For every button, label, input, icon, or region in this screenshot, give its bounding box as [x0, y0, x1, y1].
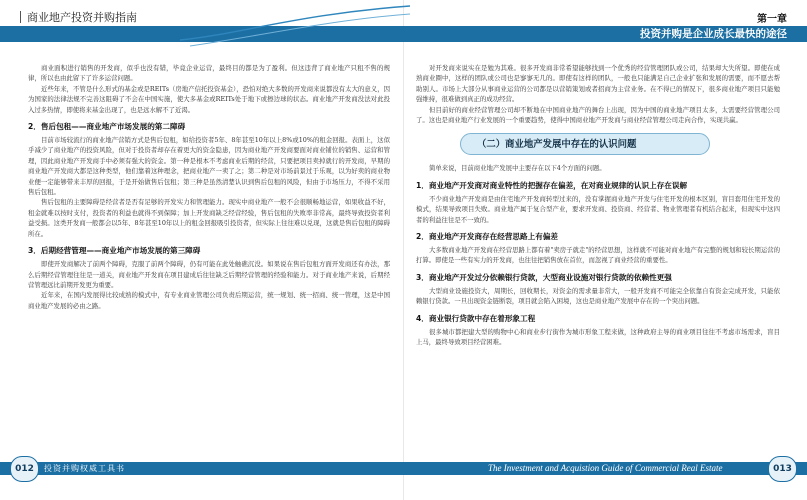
item-heading: 4．商业银行贷款中存在着形象工程 — [416, 313, 536, 323]
item-heading: 1．商业地产开发商对商业特性的把握存在偏差，在对商业规律的认识上存在误解 — [416, 180, 688, 190]
left-column — [28, 63, 390, 311]
paragraph: 简单来说，目前商业地产发展中主要存在以下4个方面的问题。 — [429, 164, 606, 173]
page-number-left: 012 — [10, 456, 39, 482]
english-title: The Investment and Acquistion Guide of Commercial Real Estate — [488, 463, 723, 473]
paragraph: 大型商业设施投资大，周期长，回收期长，对资金的需求量非常大，一般开发商不可能完全依靠自有资金完成开发，只能依赖银行贷款。一旦出现资金链断裂，项目就会陷入困境，这也是商业地产发展中存在的一个突出问题。 — [416, 286, 780, 306]
paragraph: 对开发商来说实在是勉为其难。很多开发商非常希望能够找到一个优秀的经营管理团队或公司，结果却大失所望。即使在成熟商业圈中，这样的团队或公司也是寥寥无几的。即使有这样的团队，一般也只能满足自己企业扩张和发展的需要，而不愿去帮助别人。市场上大部分从事商业运营的公司都是以营销策划或者招商为主营业务。在不得已的情况下，很多商业地产项目只能勉强维持，很难做到真正的成功经营。 — [416, 64, 780, 104]
section-heading: 3．后期经营管理——商业地产市场发展的第三障碍 — [28, 246, 201, 256]
paragraph: 但目前好的商业经营管理公司却不断地在中国商业地产的舞台上出现，因为中国的商业地产项目太多，太需要经营管理公司了。这也是商业地产行业发展的一个重要趋势，使得中国商业地产开发商与商业经营管理公司走向合作，实现共赢。 — [416, 105, 780, 125]
paragraph: 大多数商业地产开发商在经营思路上都有着"卖房子就走"的经营思想，这样就不可能对商业地产有完整的规划和较长期运营的打算。即使是一些有实力的开发商，也往往把销售放在首位，而忽视了商业经营的重要性。 — [416, 246, 780, 265]
header-swoosh-icon — [180, 0, 410, 48]
paragraph: 售后包租的主要障碍是经营者是否有足够的开发实力和管理能力。现实中商业地产一般不会很顺畅地运营，如果收益不好，租金就难以按时支付，投资者的利益也就得不到保障；加上开发商缺乏经营经验，售后包租的失败率非常高，最终导致投资者利益受损。这类开发商一般都会以5年、8年甚至10年以上的租金回报吸引投资者，但实际上往往难以兑现，这就是售后包租的障碍所在。 — [28, 198, 390, 238]
title-divider — [20, 11, 21, 23]
paragraph: 不少商业地产开发商是由住宅地产开发商转型过来的，没有掌握商业地产开发与住宅开发的根本区别，盲目套用住宅开发的模式，结果导致项目失败。商业地产属于复合型产业，要求开发商、投资商、经营者、物业管理者有机结合起来，但现实中这四者的利益往往是不一致的。 — [416, 194, 780, 224]
chapter-number: 第一章 — [757, 14, 787, 25]
paragraph: 目前市场较流行的商业地产营销方式是售后包租，如给投资者5年、8年甚至10年以上8%或10%的租金回报。表面上，这似乎减少了商业地产的投资风险，但对于投资者却存在着更大的资金隐患，因为商业地产开发商要面对商业铺位的销售、运营和管理，因此商业地产开发商手中必须有强大的资金。第一种是根本不考虑商业后期的经营，只要把项目卖掉就行的开发商，早期的商业地产开发商大都是这种类型，他们靠着这种理念，把商业地产一卖了之；第二种是对市场前景过于乐观，以为好卖的商业物业便一定能够带来丰厚的回报，于是开始做售后包租；第三种是虽然清楚认识到售后包租的风险，但由于市场压力，不得不采用售后包租。 — [28, 136, 390, 197]
book-title-text: 商业地产投资并购指南 — [27, 11, 137, 24]
right-column — [416, 63, 780, 348]
paragraph: 近些年来，不管是什么形式的基金或是REITs（房地产信托投资基金），恐怕对绝大多数的开发商来说都没有太大的意义，因为国家的法律法规不完善这阻碍了不会在中国实施，使大多基金或REITs处于地下或擦边球的状态。商业地产开发商没法对此投入过多热情，即使将来基金出现了，也是远水解不了近渴。 — [28, 84, 390, 114]
page-number-right: 013 — [768, 456, 797, 482]
item-heading: 3．商业地产开发过分依赖银行贷款，大型商业设施对银行贷款的依赖性更强 — [416, 272, 672, 282]
paragraph: 很多城市都把建大型的购物中心和商业步行街作为城市形象工程来做，这种政府主导的商业项目往往不考虑市场需求，盲目上马，最终导致项目经营困难。 — [416, 327, 780, 347]
series-name: 投资并购权威工具书 — [44, 464, 125, 473]
book-title — [20, 9, 137, 25]
chapter-title: 投资并购是企业成长最快的途径 — [640, 28, 787, 40]
paragraph: 商业面积进行销售的开发商，似乎也没有错，毕竟企业运营，最终目的都是为了盈利。但这违背了商业地产只租不售的规律，所以也由此留下了许多运营问题。 — [28, 64, 390, 83]
section-heading: 2．售后包租——商业地产市场发展的第二障碍 — [28, 122, 186, 132]
page-gutter — [403, 0, 404, 500]
paragraph: 近年来，在国内发展得比较成熟的模式中，有专业商业管理公司负责后期运营，统一规划、统一招商、统一管理，这是中国商业地产发展的必由之路。 — [28, 291, 390, 310]
paragraph: 即使开发商解决了前两个障碍，克服了前两个障碍，仍有可能在此处触礁沉没。如果说在售后包租方面开发商还有办法，那么后期经营管理往往是一道关，商业地产开发商在项目建成后往往缺乏后期经营管理的经验和能力。对于商业地产来说，后期经营管理远比前期开发更为重要。 — [28, 260, 390, 289]
section-banner: （二）商业地产发展中存在的认识问题 — [460, 133, 710, 155]
item-heading: 2．商业地产开发商存在经营思路上有偏差 — [416, 232, 558, 242]
